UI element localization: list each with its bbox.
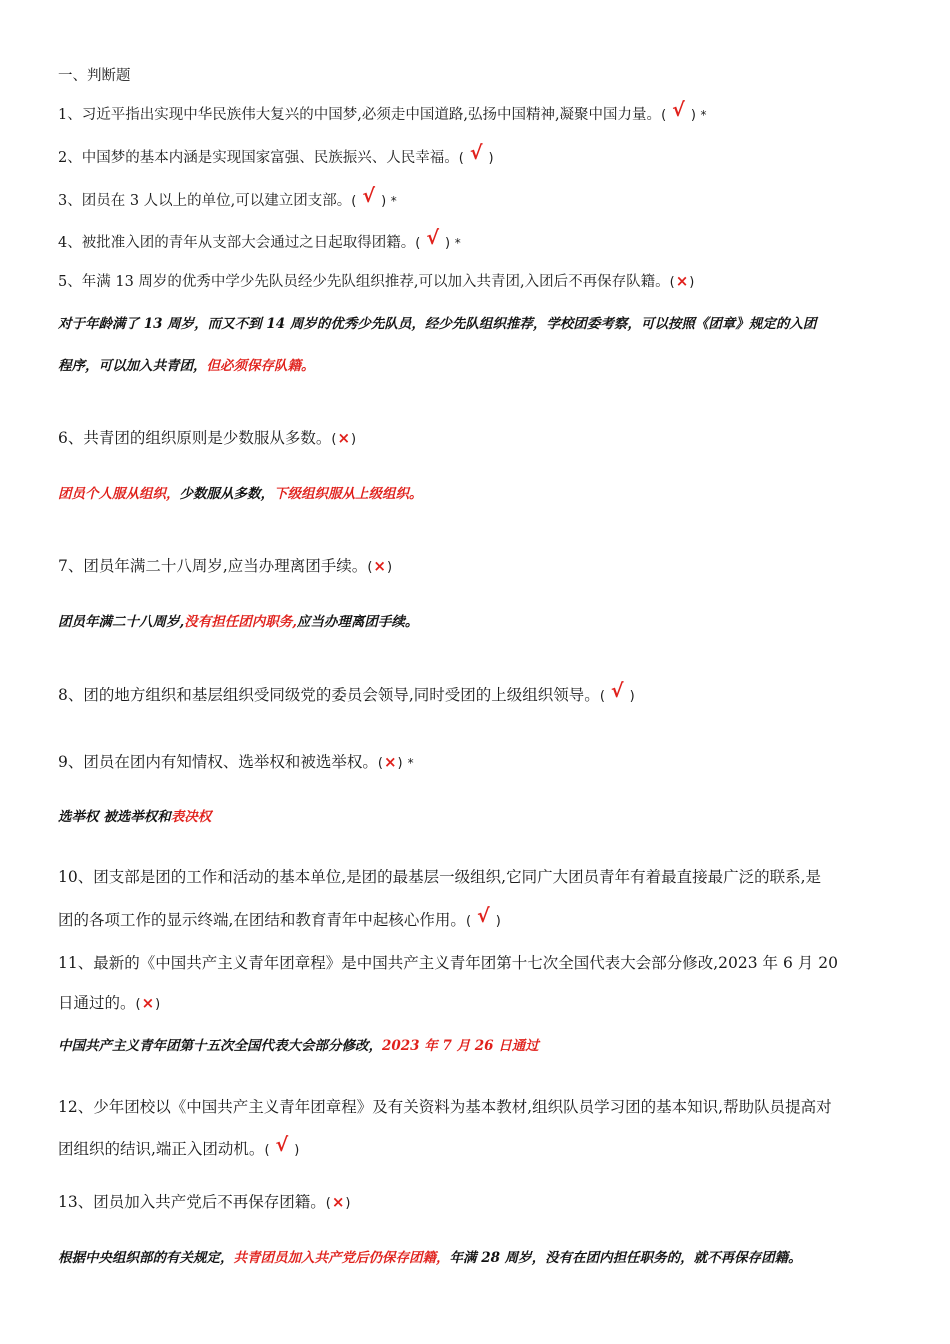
- star-marker: *: [700, 108, 707, 122]
- explanation-text: 根据中央组织部的有关规定，: [58, 1250, 234, 1266]
- question-text: 团支部是团的工作和活动的基本单位,是团的最基层一级组织,它同广大团员青年有着最直接最广泛的联系,是: [93, 868, 822, 886]
- question-text: 年: [757, 954, 783, 972]
- cross-mark-icon: ×: [675, 272, 689, 290]
- year-value: 2023: [718, 954, 758, 972]
- question-text: 少年团校以《中国共产主义青年团章程》及有关资料为基本教材,组织队员学习团的基本知识,帮助队员提高对: [93, 1098, 832, 1116]
- question-text: 被批准入团的青年从支部大会通过之日起取得团籍。: [81, 235, 416, 251]
- month-value: 6: [782, 954, 793, 972]
- question-text: 年满: [81, 274, 116, 290]
- check-mark-icon: √: [477, 905, 490, 927]
- day-value: 20: [818, 954, 838, 972]
- question-text: 团员年满二十八周岁,应当办理离团手续。: [83, 557, 368, 575]
- explanation-9: [58, 805, 211, 825]
- question-2: 2、中国梦的基本内涵是实现国家富强、民族振兴、人民幸福。( √ ): [58, 142, 494, 166]
- cross-mark-icon: ×: [337, 429, 351, 447]
- explanation-highlight: 表决权: [170, 809, 212, 825]
- question-text: 团的各项工作的显示终端,在团结和教育青年中起核心作用。: [58, 911, 466, 929]
- explanation-highlight: 但必须保存队籍。: [206, 358, 315, 374]
- question-5: 5、年满 13 周岁的优秀中学少先队员经少先队组织推荐,可以加入共青团,入团后不再保存队籍。(×): [58, 272, 695, 290]
- question-number: 5、: [58, 274, 82, 290]
- explanation-highlight: 2023 年 7 月 26 日通过: [382, 1038, 539, 1054]
- check-mark-icon: √: [610, 680, 624, 702]
- cross-mark-icon: ×: [373, 557, 386, 575]
- question-10-line-2: 团的各项工作的显示终端,在团结和教育青年中起核心作用。( √ ): [58, 905, 501, 929]
- explanation-text: 年满 28 周岁，没有在团内担任职务的，就不再保存团籍。: [449, 1250, 802, 1266]
- question-4: 4、被批准入团的青年从支部大会通过之日起取得团籍。( √ ) *: [58, 227, 461, 251]
- star-marker: *: [390, 194, 397, 208]
- explanation-text: 中国共产主义青年团第十五次全国代表大会部分修改，: [58, 1038, 382, 1054]
- explanation-text: 团员年满二十八周岁,: [58, 614, 185, 630]
- check-mark-icon: √: [275, 1134, 289, 1156]
- question-number: 3、: [58, 193, 82, 209]
- question-text: 习近平指出实现中华民族伟大复兴的中国梦,必须走中国道路,弘扬中国精神,凝聚中国力量。: [81, 107, 662, 123]
- cross-mark-icon: ×: [141, 994, 155, 1012]
- question-number: 12、: [58, 1098, 94, 1116]
- question-number: 6、: [58, 429, 84, 447]
- explanation-highlight: 团员个人服从组织，: [58, 486, 180, 502]
- question-number: 8、: [58, 686, 84, 704]
- star-marker: *: [454, 236, 461, 250]
- question-9: 9、团员在团内有知情权、选举权和被选举权。(×) *: [58, 753, 414, 771]
- explanation-text: 应当办理离团手续。: [296, 614, 419, 630]
- check-mark-icon: √: [362, 185, 376, 207]
- explanation-highlight: 共青团员加入共产党后仍保存团籍，: [233, 1250, 450, 1266]
- question-number: 9、: [58, 753, 84, 771]
- question-3: 3、团员在 3 人以上的单位,可以建立团支部。( √ ) *: [58, 185, 397, 209]
- star-marker: *: [407, 756, 414, 770]
- explanation-13: [58, 1246, 802, 1266]
- question-1: 1、习近平指出实现中华民族伟大复兴的中国梦,必须走中国道路,弘扬中国精神,凝聚中国力量。( √ ) *: [58, 99, 707, 123]
- question-13: 13、团员加入共产党后不再保存团籍。(×): [58, 1193, 351, 1211]
- question-6: 6、共青团的组织原则是少数服从多数。(×): [58, 429, 357, 447]
- question-text: 日通过的。: [58, 994, 136, 1012]
- explanation-highlight: 没有担任团内职务,: [184, 614, 297, 630]
- question-number: 2、: [58, 150, 82, 166]
- explanation-5-line-2: [58, 354, 315, 374]
- check-mark-icon: √: [469, 142, 483, 164]
- question-12-line-2: 团组织的结识,端正入团动机。( √ ): [58, 1134, 300, 1158]
- question-text: 人以上的单位,可以建立团支部。: [139, 193, 352, 209]
- question-10-line-1: [58, 865, 821, 887]
- explanation-text: 少数服从多数，: [179, 486, 274, 502]
- question-11-line-2: 日通过的。(×): [58, 994, 161, 1012]
- check-mark-icon: √: [672, 99, 685, 121]
- cross-mark-icon: ×: [331, 1193, 345, 1211]
- question-number: 10、: [58, 868, 94, 886]
- question-text: 团员在团内有知情权、选举权和被选举权。: [83, 753, 378, 771]
- question-text: 中国梦的基本内涵是实现国家富强、民族振兴、人民幸福。: [81, 150, 459, 166]
- question-text: 团的地方组织和基层组织受同级党的委员会领导,同时受团的上级组织领导。: [83, 686, 600, 704]
- question-12-line-1: [58, 1095, 832, 1117]
- explanation-6: [58, 482, 423, 502]
- question-text: 周岁的优秀中学少先队员经少先队组织推荐,可以加入共青团,入团后不再保存队籍。: [133, 274, 670, 290]
- question-text: 团员在: [81, 193, 130, 209]
- question-number-inline: 3: [129, 193, 140, 209]
- check-mark-icon: √: [426, 227, 439, 249]
- question-11-line-1: [58, 951, 838, 973]
- question-number: 7、: [58, 557, 84, 575]
- explanation-text: 选举权 被选举权和: [58, 809, 171, 825]
- explanation-highlight: 下级组织服从上级组织。: [274, 486, 423, 502]
- question-number: 13、: [58, 1193, 94, 1211]
- question-text: 最新的《中国共产主义青年团章程》是中国共产主义青年团第十七次全国代表大会部分修改,: [93, 954, 719, 972]
- cross-mark-icon: ×: [383, 753, 397, 771]
- question-number: 4、: [58, 235, 82, 251]
- explanation-7: [58, 610, 418, 630]
- question-number-inline: 13: [115, 274, 134, 290]
- question-text: 共青团的组织原则是少数服从多数。: [83, 429, 332, 447]
- question-text: 团员加入共产党后不再保存团籍。: [93, 1193, 326, 1211]
- question-8: 8、团的地方组织和基层组织受同级党的委员会领导,同时受团的上级组织领导。( √ ): [58, 680, 635, 704]
- question-text: 月: [792, 954, 819, 972]
- question-number: 1、: [58, 107, 82, 123]
- question-number: 11、: [58, 954, 94, 972]
- section-title: 一、判断题: [58, 68, 131, 84]
- explanation-5-line-1: 对于年龄满了 13 周岁，而又不到 14 周岁的优秀少先队员，经少先队组织推荐，学校团委考察，可以按照《团章》规定的入团: [58, 316, 817, 332]
- question-text: 团组织的结识,端正入团动机。: [58, 1140, 265, 1158]
- question-7: 7、团员年满二十八周岁,应当办理离团手续。(×): [58, 557, 393, 575]
- explanation-text: 程序，可以加入共青团，: [58, 358, 207, 374]
- explanation-11: [58, 1034, 539, 1054]
